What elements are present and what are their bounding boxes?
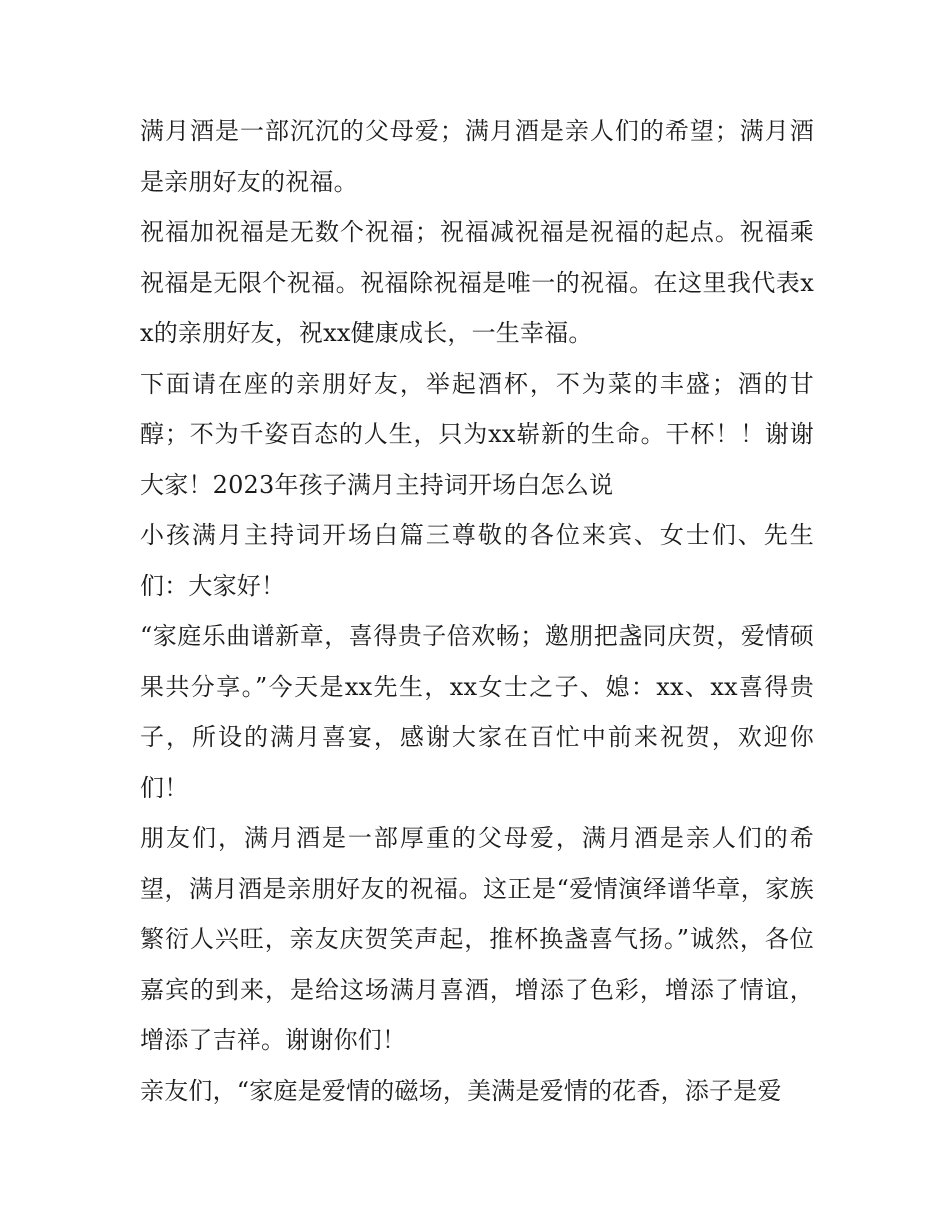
paragraph: 小孩满月主持词开场白篇三尊敬的各位来宾、女士们、先生们：大家好！ (140, 521, 814, 600)
paragraph: 祝福加祝福是无数个祝福；祝福减祝福是祝福的起点。祝福乘祝福是无限个祝福。祝福除祝福是唯一的祝福。在这里我代表xx的亲朋好友，祝xx健康成长，一生幸福。 (140, 218, 814, 347)
paragraph: 亲友们，“家庭是爱情的磁场，美满是爱情的花香，添子是爱 (140, 1076, 782, 1105)
paragraph: 满月酒是一部沉沉的父母爱；满月酒是亲人们的希望；满月酒是亲朋好友的祝福。 (140, 117, 814, 196)
paragraph: “家庭乐曲谱新章，喜得贵子倍欢畅；邀朋把盏同庆贺，爱情硕果共分享。”今天是xx先生，xx女士之子、媳：xx、xx喜得贵子，所设的满月喜宴，感谢大家在百忙中前来祝贺，欢迎你们！ (140, 622, 814, 802)
paragraph: 朋友们，满月酒是一部厚重的父母爱，满月酒是亲人们的希望，满月酒是亲朋好友的祝福。这正是“爱情演绎谱华章，家族繁衍人兴旺，亲友庆贺笑声起，推杯换盏喜气扬。”诚然，各位嘉宾的到来，是给这场满月喜酒，增添了色彩，增添了情谊，增添了吉祥。谢谢你们！ (140, 824, 814, 1054)
paragraph: 下面请在座的亲朋好友，举起酒杯，不为菜的丰盛；酒的甘醇；不为千姿百态的人生，只为xx崭新的生命。干杯！！谢谢大家！2023年孩子满月主持词开场白怎么说 (140, 369, 814, 499)
document-body (140, 106, 814, 1116)
